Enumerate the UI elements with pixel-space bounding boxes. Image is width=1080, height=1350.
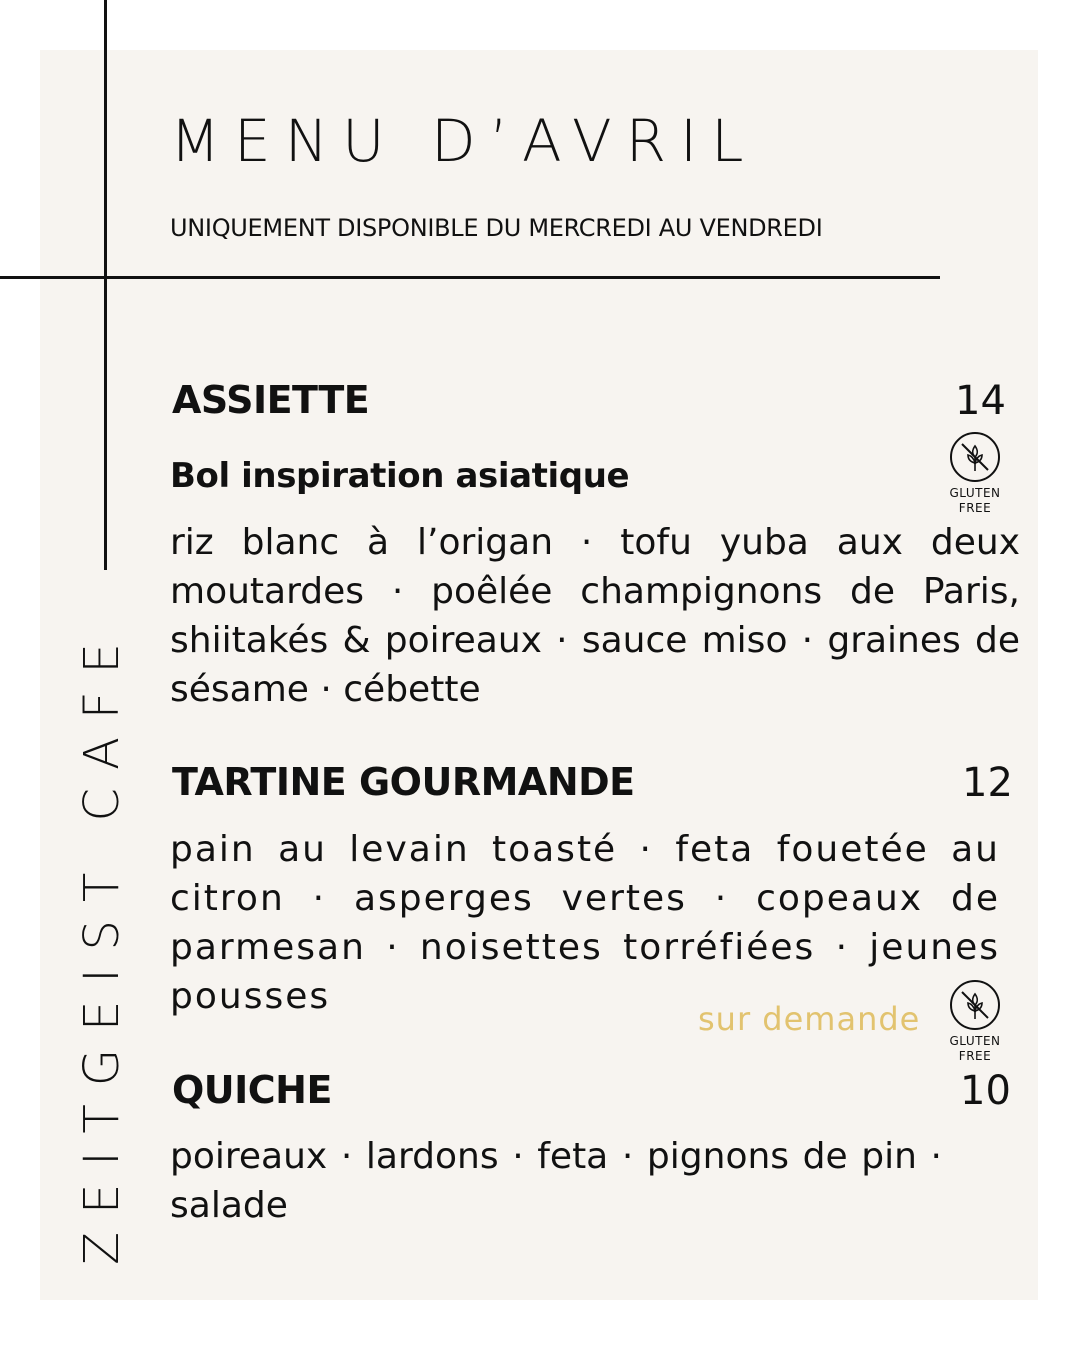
gluten-free-badge: [943, 432, 1007, 516]
on-request-note: sur demande: [698, 1000, 921, 1038]
item-price-quiche: 10: [960, 1068, 1011, 1114]
menu-title: MENU D’AVRIL: [170, 107, 758, 175]
gluten-free-badge: [943, 980, 1007, 1064]
item-price-assiette: 14: [955, 378, 1006, 424]
item-name-tartine: TARTINE GOURMANDE: [172, 760, 635, 804]
item-name-quiche: QUICHE: [172, 1068, 332, 1112]
gluten-free-wheat-icon: [950, 432, 1000, 482]
item-price-tartine: 12: [962, 760, 1013, 806]
brand-name: ZEITGEIST CAFE: [74, 625, 130, 1265]
item-description-assiette: riz blanc à l’origan · tofu yuba aux deux moutardes · poêlée champignons de Paris, shiitakés & poireaux · sauce miso · graines de sésame · cébette: [170, 522, 1020, 710]
dish-title: Bol inspiration asiatique: [170, 456, 630, 496]
item-description-tartine: pain au levain toasté · feta fouetée au citron · asperges vertes · copeaux de parmesan · noisettes torréfiées · jeunes pousses: [170, 829, 1000, 1017]
item-description-quiche: poireaux · lardons · feta · pignons de pin · salade: [170, 1136, 942, 1226]
item-name-assiette: ASSIETTE: [172, 378, 370, 422]
horizontal-rule: [0, 276, 940, 279]
vertical-rule: [104, 0, 107, 570]
menu-subtitle: UNIQUEMENT DISPONIBLE DU MERCREDI AU VENDREDI: [170, 214, 823, 242]
gluten-free-wheat-icon: [950, 980, 1000, 1030]
gluten-free-label: GLUTEN FREE: [949, 486, 1001, 515]
gluten-free-label: GLUTEN FREE: [949, 1034, 1001, 1063]
